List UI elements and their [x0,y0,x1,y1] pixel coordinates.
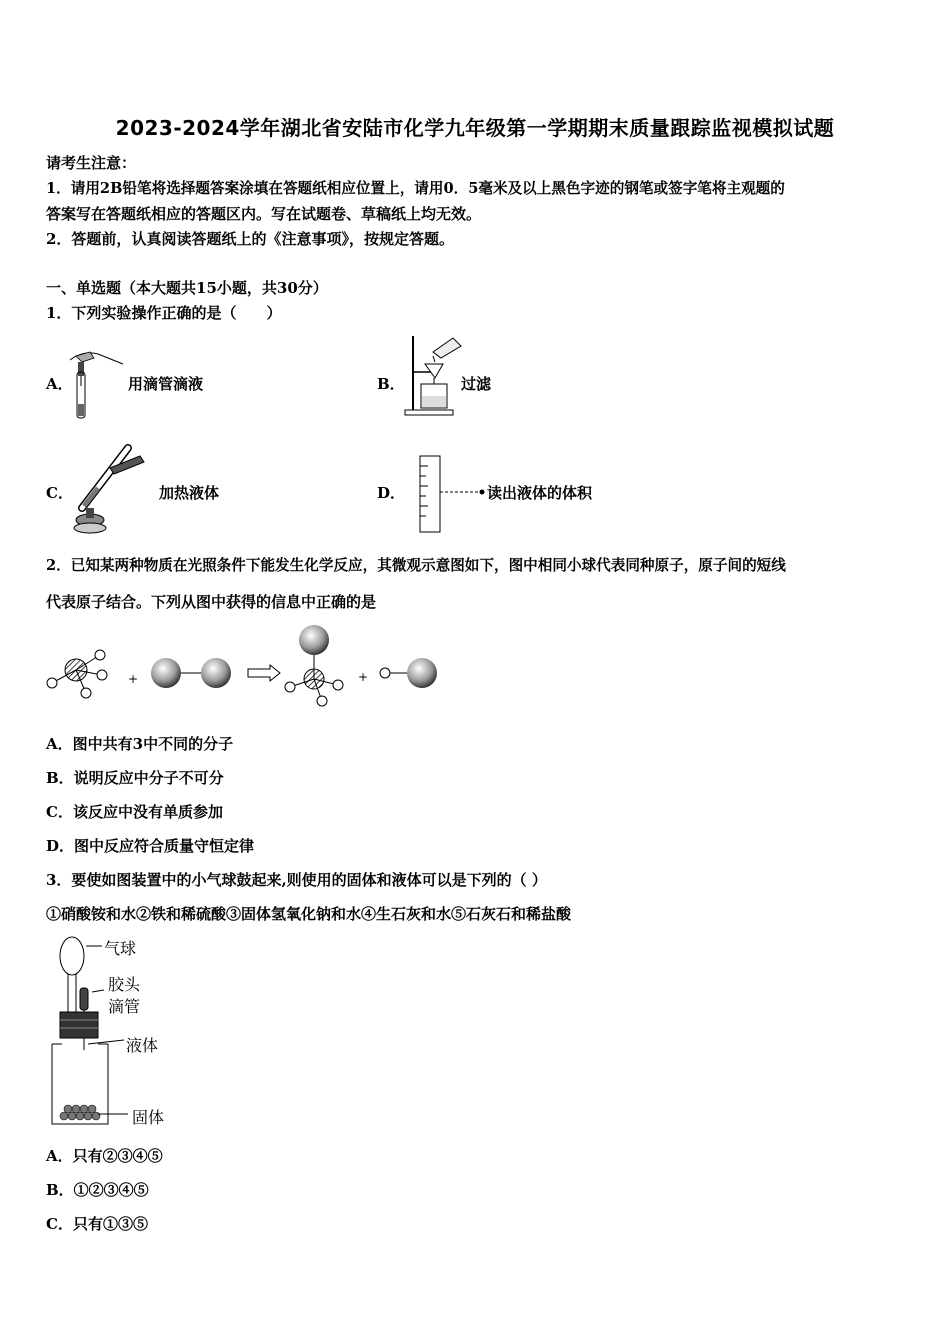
label-solid: 固体 [132,1108,165,1127]
dropper-test-tube-figure [68,342,128,422]
graduated-cylinder-figure [412,452,488,536]
q2-stem-1: 2．已知某两种物质在光照条件下能发生化学反应，其微观示意图如下，图中相同小球代表同种原子，原子间的短线 [46,557,786,574]
balloon-apparatus-figure [46,932,216,1132]
q1-option-a-letter: A． [46,375,73,393]
notice-heading: 请考生注意： [46,154,137,172]
q2-option-d: D．图中反应符合质量守恒定律 [46,837,255,855]
heating-liquid-figure [70,438,160,538]
q3-list: ①硝酸铵和水②铁和稀硫酸③固体氢氧化钠和水④生石灰和水⑤石灰石和稀盐酸 [46,905,572,923]
q2-option-c: C．该反应中没有单质参加 [46,803,223,821]
q1-option-b-letter: B． [377,375,405,393]
label-dropper-2: 滴管 [108,997,141,1016]
section-heading: 一、单选题（本大题共15小题，共30分） [46,279,328,297]
molecule-hcl [380,658,437,688]
q2-stem-2: 代表原子结合。下列从图中获得的信息中正确的是 [46,593,377,611]
notice-line-1b: 答案写在答题纸相应的答题区内。写在试题卷、草稿纸上均无效。 [46,205,482,223]
q1-option-d-letter: D． [377,484,406,502]
notice-line-1: 1．请用2B铅笔将选择题答案涂填在答题纸相应位置上，请用0．5毫米及以上黑色字迹的钢笔或签字笔将主观题的 [46,180,785,197]
page-title: 2023-2024学年湖北省安陆市化学九年级第一学期期末质量跟踪监视模拟试题 [115,116,835,140]
plus-sign-2: + [358,670,369,684]
filtration-figure [403,332,465,418]
molecule-cl2 [151,658,231,688]
label-liquid: 液体 [126,1036,159,1055]
molecule-ch3cl [285,625,343,706]
q3-option-b: B．①②③④⑤ [46,1181,149,1199]
plus-sign: + [128,672,139,686]
q1-stem: 1．下列实验操作正确的是（ ） [46,304,282,322]
q3-option-c: C．只有①③⑤ [46,1215,148,1233]
q3-option-a: A．只有②③④⑤ [46,1147,163,1165]
q1-option-c-text: 加热液体 [159,484,220,502]
q2-option-a: A．图中共有3中不同的分子 [46,735,234,753]
label-balloon: 气球 [104,939,137,958]
molecule-ch4 [47,650,107,698]
q1-option-d-text: 读出液体的体积 [487,484,593,502]
q1-option-c-letter: C． [46,484,73,502]
notice-line-2: 2．答题前，认真阅读答题纸上的《注意事项》，按规定答题。 [46,230,454,248]
q3-stem: 3．要使如图装置中的小气球鼓起来,则使用的固体和液体可以是下列的（ ） [46,871,547,889]
q2-option-b: B．说明反应中分子不可分 [46,769,224,787]
reaction-diagram [40,615,460,715]
q1-option-b-text: 过滤 [461,375,492,393]
label-dropper-1: 胶头 [108,975,141,994]
q1-option-a-text: 用滴管滴液 [128,375,204,393]
reaction-arrow-icon [248,665,280,681]
